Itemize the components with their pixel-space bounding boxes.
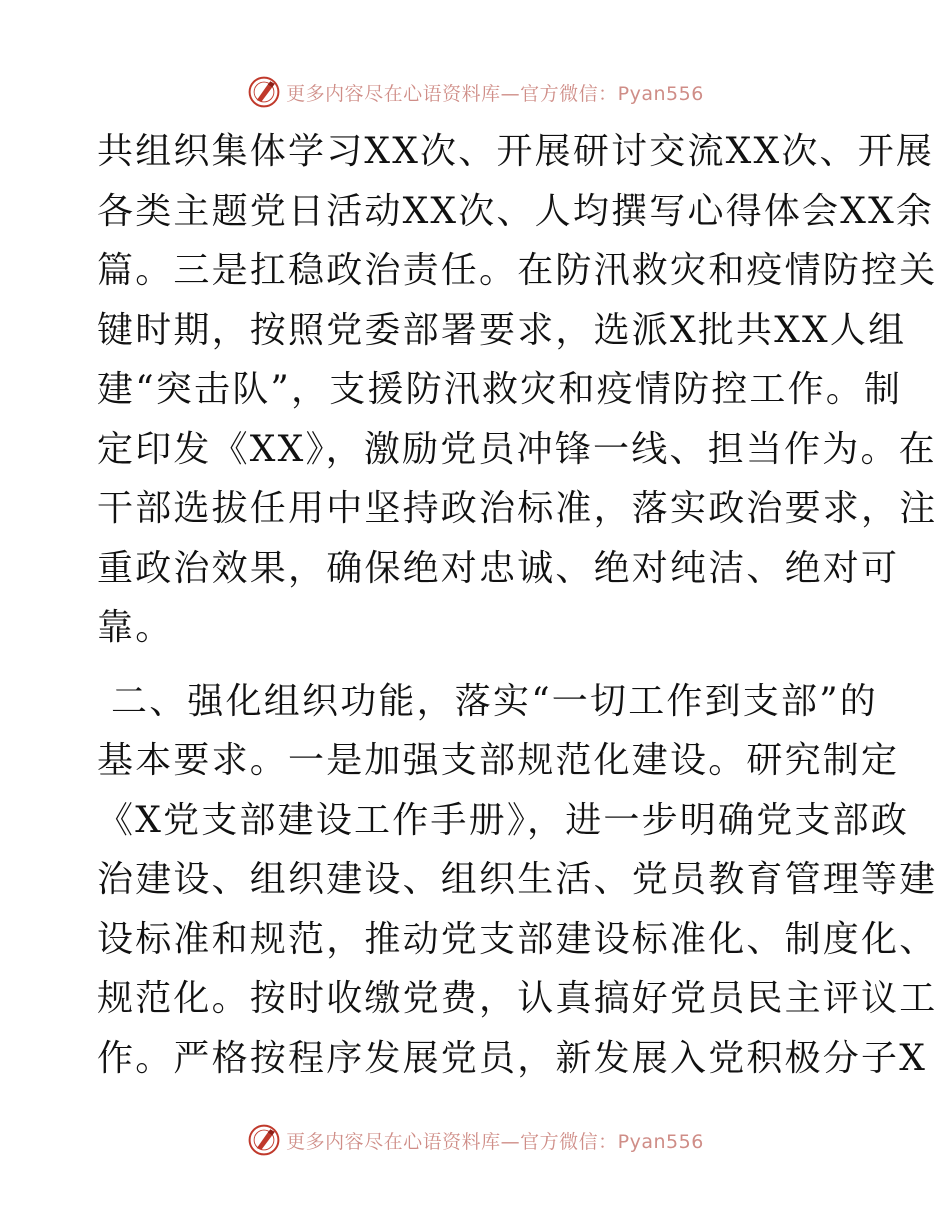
text-line: 《X党支部建设工作手册》，进一步明确党支部政	[97, 799, 910, 841]
text-line: 作。严格按程序发展党员，新发展入党积极分子X	[97, 1037, 928, 1079]
text-line: 干部选拔任用中坚持政治标准，落实政治要求，注	[97, 488, 938, 529]
text-line: 靠。	[97, 607, 174, 648]
footer-watermark-banner	[0, 1120, 950, 1160]
footer-banner-text: 更多内容尽在心语资料库—官方微信：Pyan556	[286, 1130, 704, 1153]
document-body	[97, 122, 938, 1088]
text-line: 键时期，按照党委部署要求，选派X批共XX人组	[97, 309, 907, 351]
text-line: 规范化。按时收缴党费，认真搞好党员民主评议工	[97, 978, 938, 1019]
pen-nib-seal-icon	[246, 74, 282, 110]
text-line: 重政治效果，确保绝对忠诚、绝对纯洁、绝对可	[97, 547, 900, 589]
pen-nib-seal-icon	[246, 1122, 282, 1158]
text-line: 设标准和规范，推动党支部建设标准化、制度化、	[97, 918, 938, 960]
section-heading-line: 二、强化组织功能，落实“一切工作到支部”的	[111, 680, 879, 722]
text-line: 定印发《XX》，激励党员冲锋一线、担当作为。在	[97, 428, 937, 470]
text-line: 基本要求。一是加强支部规范化建设。研究制定	[97, 740, 900, 781]
text-line: 篇。三是扛稳政治责任。在防汛救灾和疫情防控关	[97, 250, 938, 291]
text-line: 各类主题党日活动XX次、人均撰写心得体会XX余	[97, 190, 935, 232]
header-banner-text: 更多内容尽在心语资料库—官方微信：Pyan556	[286, 82, 704, 105]
header-watermark-banner	[0, 72, 950, 112]
paragraph-spacer	[97, 658, 857, 672]
text-line: 建“突击队”，支援防汛救灾和疫情防控工作。制	[97, 369, 903, 410]
text-line: 共组织集体学习XX次、开展研讨交流XX次、开展	[97, 131, 935, 172]
text-line: 治建设、组织建设、组织生活、党员教育管理等建	[97, 859, 938, 900]
paragraph-2	[97, 672, 938, 1089]
paragraph-1	[97, 122, 938, 658]
